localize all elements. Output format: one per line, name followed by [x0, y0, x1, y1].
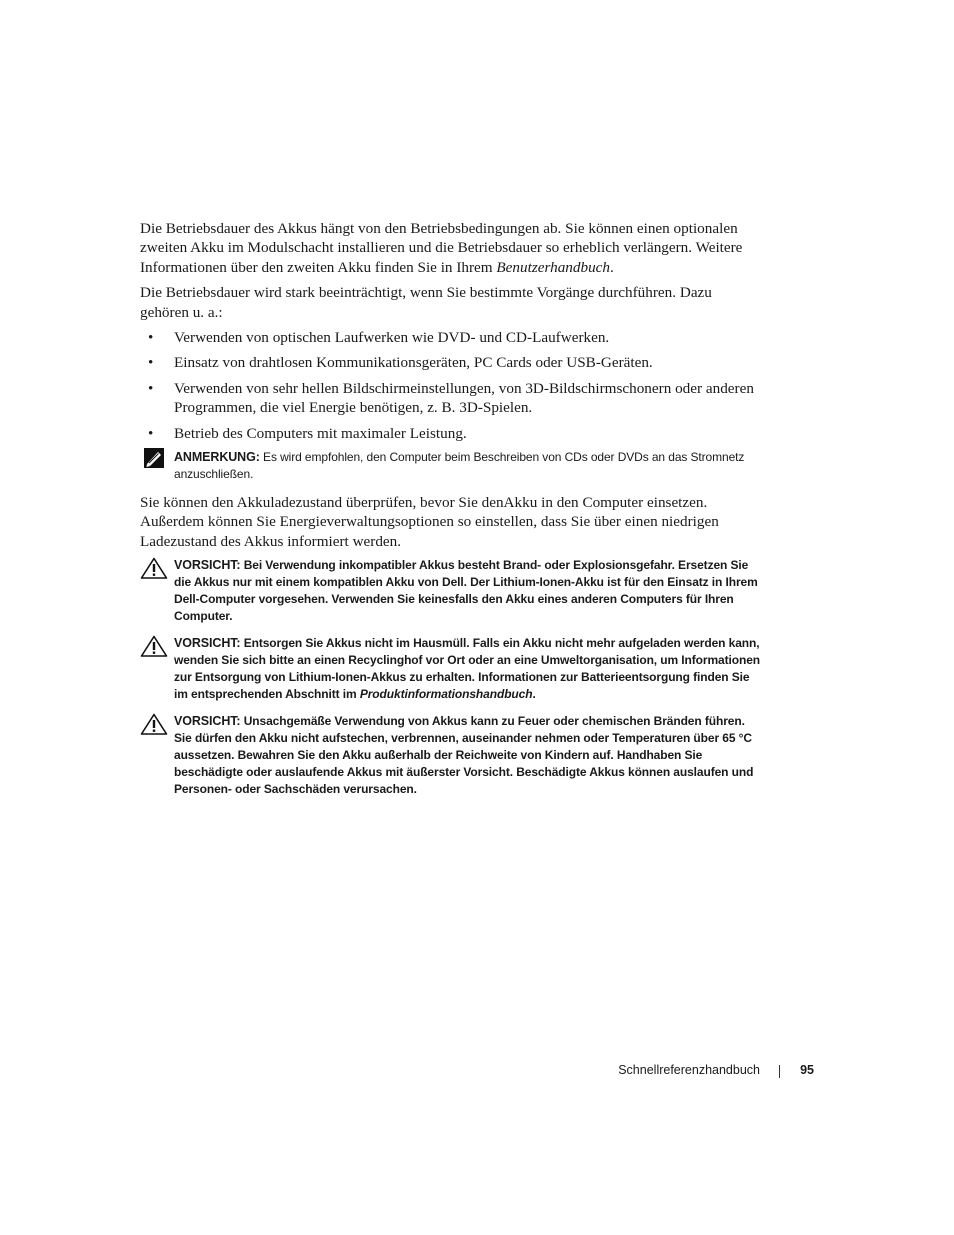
footer-separator — [779, 1065, 780, 1078]
caution-label: VORSICHT: — [174, 714, 241, 729]
caution-text: Bei Verwendung inkompatibler Akkus besteht Brand- oder Explosionsgefahr. Ersetzen Sie die Akkus nur mit einem kompatiblen Akku von Dell. Der Lithium-Ionen-Akku ist für den Einsatz in Ihrem Dell-Computer vorgesehen. Verwenden Sie keinesfalls den Akku eines anderen Computers für Ihren Computer. — [174, 558, 758, 624]
footer-title: Schnellreferenzhandbuch — [618, 1063, 760, 1077]
note-block — [140, 449, 760, 483]
list-item-text: Betrieb des Computers mit maximaler Leistung. — [174, 424, 467, 442]
caution-label: VORSICHT: — [174, 558, 241, 573]
page-number: 95 — [800, 1063, 814, 1077]
caution-text: Entsorgen Sie Akkus nicht im Hausmüll. Falls ein Akku nicht mehr aufgeladen werden kann, wenden Sie sich bitte an einen Recyclinghof vor Ort oder an eine Umweltorganisation, um Informationen zur Entsorgung von Lithium-Ionen-Akkus zu erhalten. Informationen zur Batterieentsorgung finden Sie im entsprechenden Abschnitt im — [174, 636, 760, 702]
bullet: • — [148, 424, 154, 442]
bullet-list — [140, 328, 760, 443]
paragraph-charge-check: Sie können den Akkuladezustand überprüfen, bevor Sie denAkku in den Computer einsetzen. Außerdem können Sie Energieverwaltungsoptionen so einstellen, dass Sie über einen niedrigen Ladezustand des Akkus informiert werden. — [140, 494, 719, 550]
warning-triangle-icon — [140, 635, 168, 657]
note-text: Es wird empfohlen, den Computer beim Beschreiben von CDs oder DVDs an das Stromnetz anzuschließen. — [174, 450, 745, 482]
paragraph-text: Die Betriebsdauer des Akkus hängt von den Betriebsbedingungen ab. Sie können einen optionalen zweiten Akku im Modulschacht installieren und die Betriebsdauer so erheblich verlängern. Weitere Informationen über den zweiten Akku finden Sie in Ihrem — [140, 220, 743, 276]
caution-text: Unsachgemäße Verwendung von Akkus kann zu Feuer oder chemischen Bränden führen. Sie dürfen den Akku nicht aufstechen, verbrennen, auseinander nehmen oder Temperaturen über 65 °C aussetzen. Bewahren Sie den Akku außerhalb der Reichweite von Kindern auf. Handhaben Sie beschädigte oder auslaufende Akkus mit äußerster Vorsicht. Beschädigte Akkus können auslaufen und Personen- oder Sachschäden verursachen. — [174, 714, 754, 797]
caution-label: VORSICHT: — [174, 636, 241, 651]
page-footer — [560, 1061, 814, 1081]
list-item — [140, 424, 760, 443]
emphasis-benutzerhandbuch: Benutzerhandbuch — [496, 258, 611, 276]
bullet: • — [148, 329, 154, 347]
caution-text-end: . — [532, 687, 536, 702]
list-item-text: Verwenden von sehr hellen Bildschirmeinstellungen, von 3D-Bildschirmschonern oder anderen Programmen, die viel Energie benötigen, z. B. 3D-Spielen. — [174, 379, 754, 417]
caution-block — [140, 713, 760, 798]
list-item-text: Verwenden von optischen Laufwerken wie DVD- und CD-Laufwerken. — [174, 329, 610, 347]
caution-block — [140, 557, 760, 625]
note-icon — [143, 447, 165, 469]
paragraph-battery-impact: Die Betriebsdauer wird stark beeinträchtigt, wenn Sie bestimmte Vorgänge durchführen. Dazu gehören u. a.: — [140, 284, 712, 321]
paragraph-battery-life — [140, 219, 760, 277]
paragraph-text-end: . — [610, 258, 614, 276]
list-item — [140, 379, 760, 418]
bullet: • — [148, 379, 154, 397]
note-label: ANMERKUNG: — [174, 450, 260, 465]
warning-triangle-icon — [140, 713, 168, 735]
list-item — [140, 328, 760, 347]
caution-block — [140, 635, 760, 703]
emphasis-produktinformationshandbuch: Produktinformationshandbuch — [359, 687, 533, 702]
list-item — [140, 353, 760, 372]
warning-triangle-icon — [140, 557, 168, 579]
bullet: • — [148, 354, 154, 372]
page-content — [140, 219, 760, 808]
list-item-text: Einsatz von drahtlosen Kommunikationsgeräten, PC Cards oder USB-Geräten. — [174, 354, 653, 372]
